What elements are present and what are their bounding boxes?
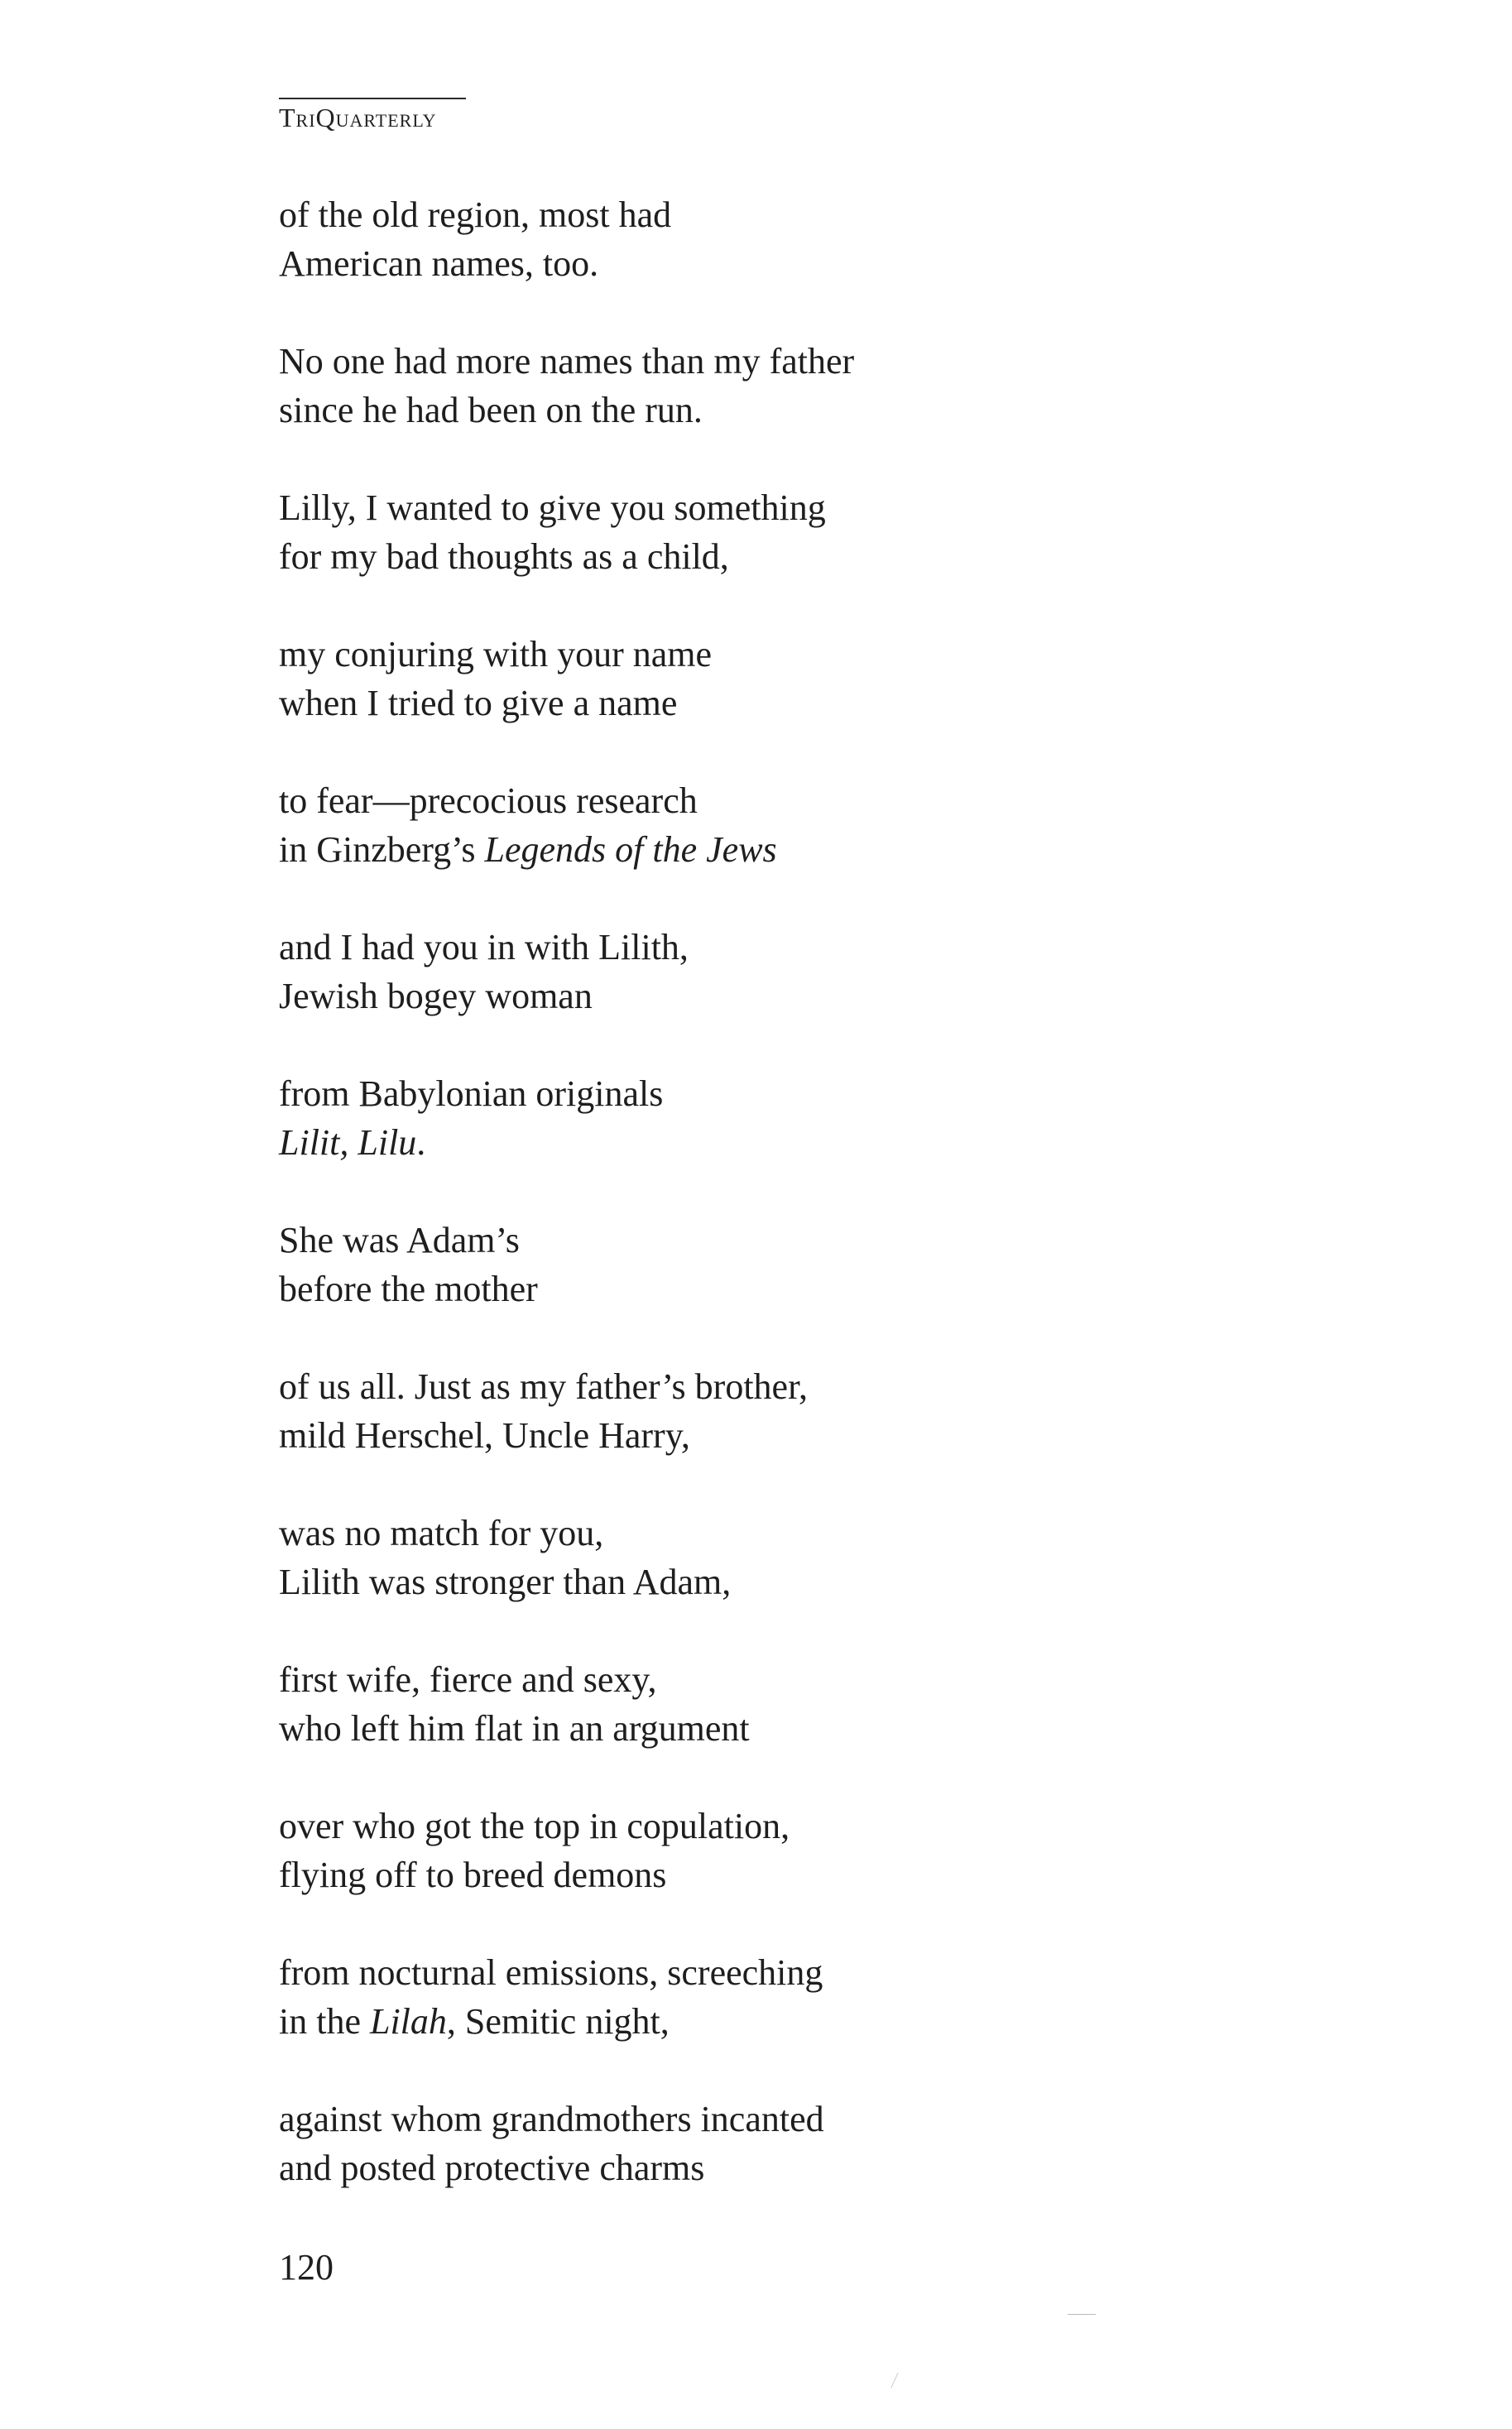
poem-line (279, 1997, 1272, 2046)
line-text: in Ginzberg’s (279, 829, 485, 870)
poem-line: Lilith was stronger than Adam, (279, 1562, 732, 1602)
stanza (279, 1948, 1272, 2046)
scan-artifact (1068, 2314, 1096, 2315)
poem-line (279, 825, 1272, 874)
poem-line: from Babylonian originals (279, 1073, 664, 1114)
stanza (279, 483, 1272, 581)
stanza (279, 923, 1272, 1020)
poem-line: before the mother (279, 1269, 538, 1309)
poem-line (279, 1118, 1272, 1167)
stanza (279, 1802, 1272, 1899)
poem-line: Jewish bogey woman (279, 976, 593, 1016)
poem-line: was no match for you, (279, 1513, 604, 1553)
poem-line: my conjuring with your name (279, 634, 713, 674)
poem-line: first wife, fierce and sexy, (279, 1659, 657, 1700)
poem-line: and posted protective charms (279, 2148, 705, 2188)
stanza (279, 1509, 1272, 1606)
poem-line: flying off to breed demons (279, 1855, 667, 1895)
stanza (279, 1362, 1272, 1460)
italic-title: Legends of the Jews (484, 829, 777, 870)
poem-line: Lilly, I wanted to give you something (279, 487, 826, 528)
poem-line: and I had you in with Lilith, (279, 927, 689, 967)
running-head: TriQuarterly (279, 103, 437, 132)
poem-line: of the old region, most had (279, 194, 672, 235)
poem-line: to fear—precocious research (279, 780, 698, 821)
scan-artifact (890, 2373, 905, 2391)
poem-line: She was Adam’s (279, 1220, 520, 1260)
stanza (279, 337, 1272, 434)
poem-line: when I tried to give a name (279, 683, 678, 723)
poem-body (279, 190, 1272, 2241)
line-text: . (416, 1122, 426, 1163)
italic-title: Lilit, Lilu (279, 1122, 417, 1163)
stanza (279, 776, 1272, 874)
poem-line: of us all. Just as my father’s brother, (279, 1366, 808, 1407)
poem-line: from nocturnal emissions, screeching (279, 1952, 823, 1993)
italic-title: Lilah (369, 2001, 447, 2042)
poem-line: who left him flat in an argument (279, 1708, 750, 1749)
stanza (279, 1655, 1272, 1753)
stanza (279, 1216, 1272, 1313)
poem-line: since he had been on the run. (279, 390, 703, 430)
poem-line: mild Herschel, Uncle Harry, (279, 1415, 690, 1456)
running-head-rule (279, 98, 466, 99)
stanza (279, 630, 1272, 727)
poem-line: American names, too. (279, 243, 599, 284)
poem-line: No one had more names than my father (279, 341, 855, 382)
poem-line: against whom grandmothers incanted (279, 2099, 824, 2139)
line-text: , Semitic night, (446, 2001, 670, 2042)
stanza (279, 1069, 1272, 1167)
poem-line: for my bad thoughts as a child, (279, 536, 729, 577)
stanza (279, 2095, 1272, 2192)
line-text: in the (279, 2001, 370, 2042)
poem-line: over who got the top in copulation, (279, 1806, 790, 1846)
page-number: 120 (279, 2247, 334, 2287)
stanza (279, 190, 1272, 288)
